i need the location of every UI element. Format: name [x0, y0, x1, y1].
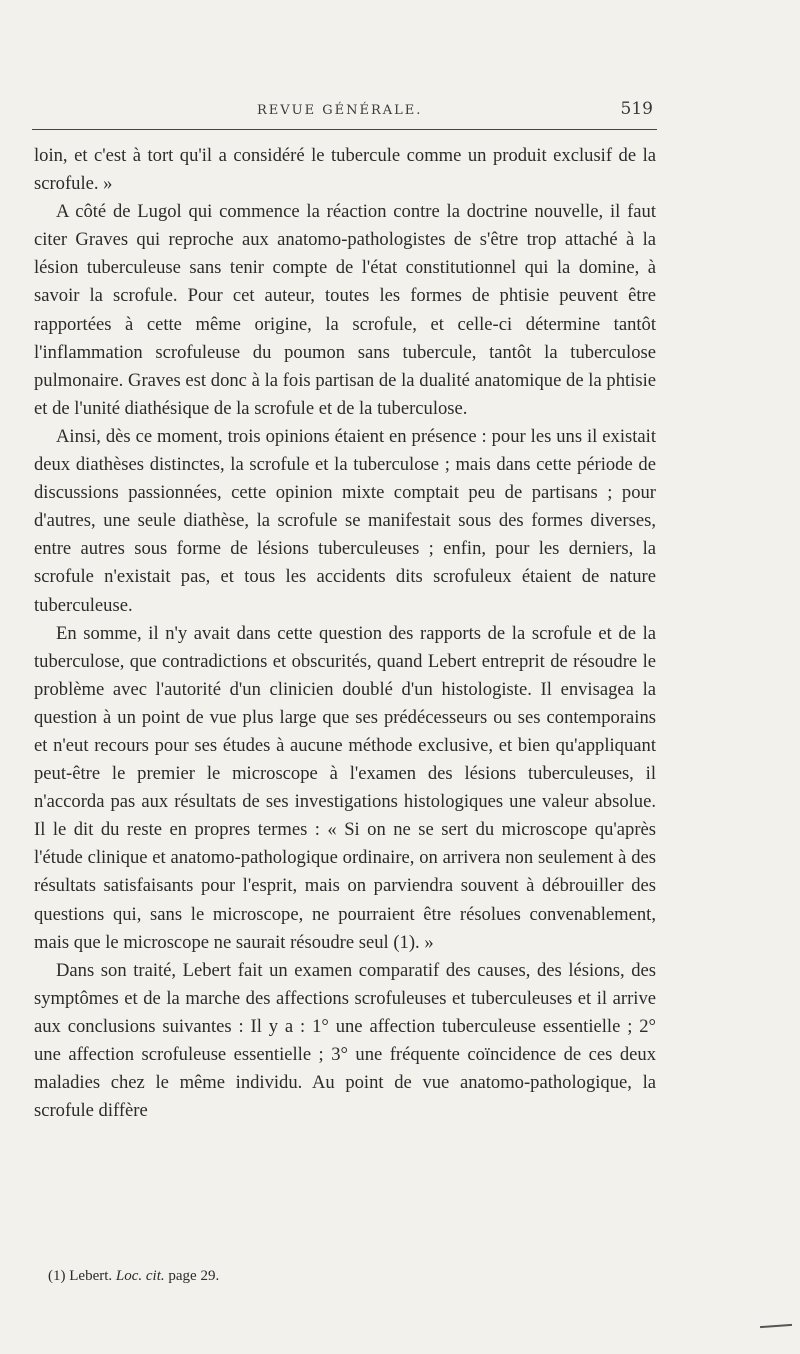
paragraph-4: En somme, il n'y avait dans cette question des rapports de la scrofule et de la tuberculose, que contradictions et obscurités, quand Lebert entreprit de résoudre le problème avec l'autorité d'un clinicien doublé d'un histologiste. Il envisagea la question à un point de vue plus large que ses prédécesseurs ou ses contemporains et n'eut recours pour ses études à aucune méthode exclusive, et bien qu'appliquant peut-être le premier le microscope à l'examen des lésions tuberculeuses, il n'accorda pas aux résultats de ses investigations histologiques une valeur absolue. Il le dit du reste en propres termes : « Si on ne se sert du microscope qu'après l'étude clinique et anatomo-pathologique ordinaire, on arrivera non seulement à des résultats satisfaisants pour l'esprit, mais on parviendra souvent à débrouiller des questions qui, sans le microscope, ne pourraient être résolues convenablement, mais que le microscope ne saurait résoudre seul (1). » [34, 622, 656, 953]
footnote [48, 1268, 219, 1285]
paragraph-5: Dans son traité, Lebert fait un examen comparatif des causes, des lésions, des symptômes et de la marche des affections scrofuleuses et tuberculeuses et il arrive aux conclusions suivantes : Il y a : 1° une affection tuberculeuse essentielle ; 2° une affection scrofuleuse essentielle ; 3° une fréquente coïncidence de ces deux maladies chez le même individu. Au point de vue anatomo-pathologique, la scrofule diffère [34, 959, 656, 1122]
body-text [34, 142, 656, 1125]
paragraph-2: A côté de Lugol qui commence la réaction contre la doctrine nouvelle, il faut citer Graves qui reproche aux anatomo-pathologistes de s'être trop attaché à la lésion tuberculeuse sans tenir compte de l'état constitutionnel qui la domine, à savoir la scrofule. Pour cet auteur, toutes les formes de phtisie peuvent être rapportées à cette même origine, la scrofule, et celle-ci détermine tantôt l'inflammation scrofuleuse du poumon sans tubercule, tantôt la tuberculose pulmonaire. Graves est donc à la fois partisan de la dualité anatomique de la phtisie et de l'unité diathésique de la scrofule et de la tuberculose. [34, 201, 656, 419]
footnote-author: Lebert. [69, 1268, 113, 1284]
page-header [32, 99, 657, 125]
paragraph-3: Ainsi, dès ce moment, trois opinions étaient en présence : pour les uns il existait deux diathèses distinctes, la scrofule et la tuberculose ; mais dans cette période de discussions passionnées, cette opinion mixte comptait peu de partisans ; pour d'autres, une seule diathèse, la scrofule se manifestait sous des formes diverses, entre autres sous forme de lésions tuberculeuses ; enfin, pour les derniers, la scrofule n'existait pas, et tous les accidents dits scrofuleux étaient de nature tuberculeuse. [34, 425, 656, 616]
footnote-reference: Loc. cit. [115, 1268, 165, 1284]
margin-mark [760, 1324, 792, 1328]
page-number: 519 [620, 99, 653, 119]
footnote-page: page 29. [168, 1268, 220, 1284]
header-rule [32, 129, 657, 130]
footnote-marker: (1) [48, 1268, 66, 1284]
paragraph-1: loin, et c'est à tort qu'il a considéré le tubercule comme un produit exclusif de la scrofule. » [34, 145, 656, 195]
running-title: REVUE GÉNÉRALE. [257, 103, 423, 118]
